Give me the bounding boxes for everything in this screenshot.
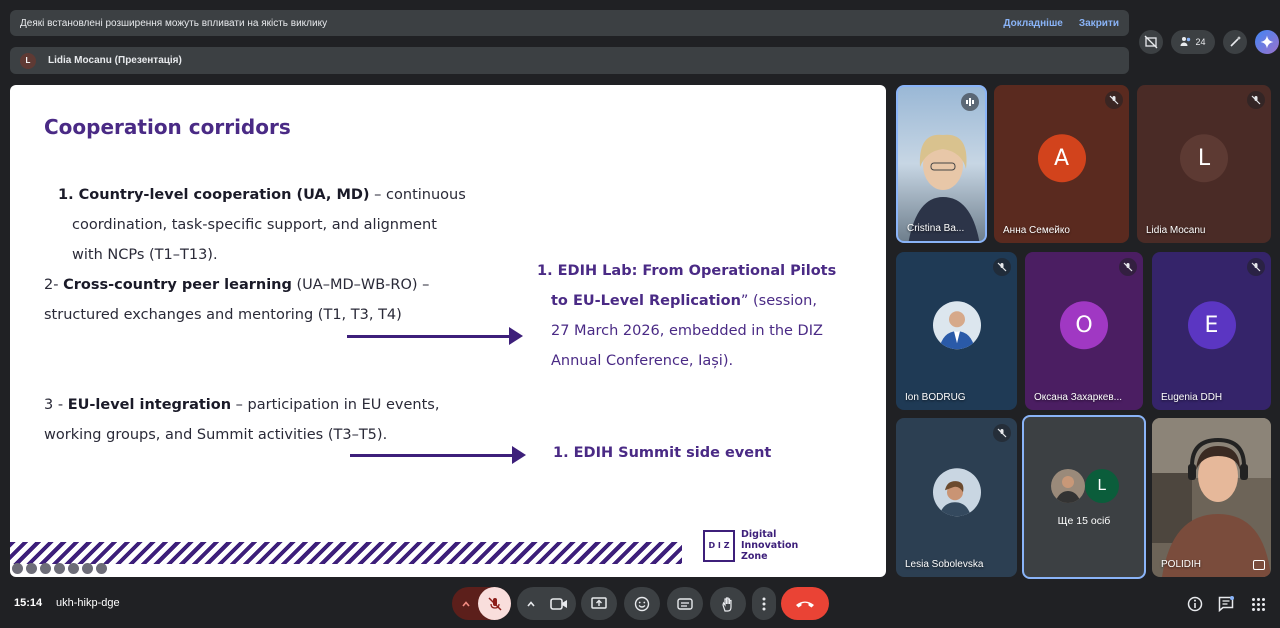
result-1-line-2 bbox=[551, 286, 817, 316]
participant-name: Ion BODRUG bbox=[905, 392, 966, 403]
presenter-bar[interactable] bbox=[10, 47, 1129, 74]
result-1-line-4: Annual Conference, Iași). bbox=[551, 353, 734, 369]
logo-line-2: Innovation bbox=[741, 540, 799, 551]
item-1 bbox=[58, 180, 466, 210]
more-participants-tile[interactable] bbox=[1022, 415, 1146, 579]
hand-icon bbox=[720, 596, 736, 612]
participant-photo bbox=[1051, 469, 1085, 503]
item-1-line-2: coordination, task-specific support, and alignment bbox=[72, 217, 437, 233]
participant-name: Lidia Mocanu bbox=[1146, 225, 1206, 236]
diz-logo-text bbox=[741, 529, 798, 562]
mic-off-icon bbox=[1247, 91, 1265, 109]
captions-icon[interactable] bbox=[54, 563, 65, 574]
participant-photo bbox=[933, 468, 981, 516]
back-icon[interactable] bbox=[12, 563, 23, 574]
zoom-icon[interactable] bbox=[40, 563, 51, 574]
gemini-icon[interactable] bbox=[1255, 30, 1279, 54]
pip-icon[interactable] bbox=[1253, 560, 1265, 570]
extension-warning-banner bbox=[10, 10, 1129, 36]
end-call-button[interactable] bbox=[781, 587, 829, 620]
chat-button[interactable] bbox=[1214, 593, 1238, 615]
raise-hand-button[interactable] bbox=[710, 587, 746, 620]
item-2-head: Cross-country peer learning bbox=[63, 277, 292, 293]
meeting-code: ukh-hikp-dge bbox=[56, 597, 120, 609]
info-icon bbox=[1187, 596, 1203, 612]
participant-photo bbox=[933, 301, 981, 349]
item-3-head: EU-level integration bbox=[67, 397, 232, 413]
presentation-off-icon[interactable] bbox=[1139, 30, 1163, 54]
decorative-stripes bbox=[10, 542, 682, 564]
result-2 bbox=[553, 438, 771, 468]
captions-button[interactable] bbox=[667, 587, 703, 620]
logo-line-1: Digital bbox=[741, 529, 777, 540]
captions-icon bbox=[677, 597, 693, 611]
shared-slide bbox=[10, 85, 886, 577]
close-banner-button[interactable]: Закрити bbox=[1078, 17, 1119, 29]
item-1-line-3: with NCPs (T1–T13). bbox=[72, 247, 218, 263]
participant-tile-anna[interactable] bbox=[994, 85, 1129, 243]
item-2 bbox=[44, 270, 429, 300]
camera-icon bbox=[550, 597, 568, 611]
clock: 15:14 bbox=[14, 597, 43, 609]
arrow-2 bbox=[350, 454, 520, 457]
participant-avatar: A bbox=[1038, 134, 1086, 182]
bottom-control-bar bbox=[0, 585, 1280, 628]
speaking-indicator-icon bbox=[961, 93, 979, 111]
item-2-prefix: 2- bbox=[44, 277, 64, 293]
item-1-rest: – continuous bbox=[369, 187, 466, 203]
camera-button[interactable] bbox=[544, 587, 574, 620]
top-controls bbox=[1139, 30, 1279, 54]
camera-options-chevron-icon[interactable] bbox=[517, 587, 545, 620]
result-2-text: 1. EDIH Summit side event bbox=[553, 445, 772, 461]
mic-off-icon bbox=[1247, 258, 1265, 276]
result-1-line-1 bbox=[537, 256, 836, 286]
participant-tile-ion[interactable] bbox=[896, 252, 1017, 410]
item-2-rest: (UA–MD–WB-RO) – bbox=[291, 277, 430, 293]
video-feed bbox=[1152, 418, 1271, 577]
mic-off-icon bbox=[993, 424, 1011, 442]
mic-off-icon bbox=[487, 596, 503, 612]
effects-wand-icon[interactable] bbox=[1223, 30, 1247, 54]
participant-name: Lesia Sobolevska bbox=[905, 559, 984, 570]
more-vertical-icon bbox=[762, 597, 766, 611]
end-call-icon bbox=[795, 599, 815, 609]
meeting-info-button[interactable] bbox=[1183, 593, 1207, 615]
video-feed bbox=[898, 87, 987, 243]
participant-tile-eugenia[interactable] bbox=[1152, 252, 1271, 410]
more-participants-label: Ще 15 осіб bbox=[1057, 515, 1111, 527]
participant-name: Анна Семейко bbox=[1003, 225, 1070, 236]
arrow-1 bbox=[347, 335, 517, 338]
mic-off-icon bbox=[1119, 258, 1137, 276]
participant-tile-lidia[interactable] bbox=[1137, 85, 1271, 243]
participant-tile-oksana[interactable] bbox=[1025, 252, 1143, 410]
mic-control-group bbox=[452, 587, 511, 620]
slide-toolbar bbox=[12, 563, 107, 574]
present-screen-button[interactable] bbox=[581, 587, 617, 620]
emoji-icon bbox=[634, 596, 650, 612]
participant-tile-polidih[interactable] bbox=[1152, 418, 1271, 577]
mic-off-icon bbox=[1105, 91, 1123, 109]
chat-icon bbox=[1218, 596, 1235, 612]
item-3 bbox=[44, 390, 439, 420]
result-1-line-2-rest: ” (session, bbox=[740, 293, 817, 309]
participant-name: Eugenia DDH bbox=[1161, 392, 1223, 403]
presenter-label: Lidia Mocanu (Презентація) bbox=[48, 55, 182, 66]
participant-tile-cristina[interactable] bbox=[896, 85, 987, 243]
participant-avatar: O bbox=[1060, 301, 1108, 349]
more-icon[interactable] bbox=[82, 563, 93, 574]
present-screen-icon bbox=[591, 597, 607, 611]
banner-message: Деякі встановлені розширення можуть впливати на якість виклику bbox=[20, 17, 328, 29]
participant-avatar: L bbox=[1085, 469, 1119, 503]
item-1-head: 1. Country-level cooperation (UA, MD) bbox=[58, 187, 370, 203]
mic-options-chevron-icon[interactable] bbox=[452, 587, 480, 620]
diz-logo-mark: D I Z bbox=[703, 530, 735, 562]
grid-icon bbox=[1251, 597, 1266, 612]
item-3-rest: – participation in EU events, bbox=[231, 397, 440, 413]
camera-control-group bbox=[517, 587, 576, 620]
participant-name: POLIDIH bbox=[1161, 559, 1202, 570]
logo-line-3: Zone bbox=[741, 551, 768, 562]
result-1-line-2-head: to EU-Level Replication bbox=[551, 293, 741, 309]
participant-name: Оксана Захаркев... bbox=[1034, 392, 1122, 403]
item-3-line-2: working groups, and Summit activities (T3–T5). bbox=[44, 427, 388, 443]
learn-more-link[interactable]: Докладніше bbox=[1003, 17, 1063, 29]
participant-avatar: E bbox=[1188, 301, 1236, 349]
result-1-line-3: 27 March 2026, embedded in the DIZ bbox=[551, 323, 823, 339]
participant-avatar: L bbox=[1180, 134, 1228, 182]
item-2-line-2: structured exchanges and mentoring (T1, T3, T4) bbox=[44, 307, 402, 323]
more-options-button[interactable] bbox=[752, 587, 776, 620]
forward-icon[interactable] bbox=[96, 563, 107, 574]
activities-button[interactable] bbox=[1246, 593, 1270, 615]
pen-icon[interactable] bbox=[26, 563, 37, 574]
mic-off-icon bbox=[993, 258, 1011, 276]
reactions-button[interactable] bbox=[624, 587, 660, 620]
participant-tile-lesia[interactable] bbox=[896, 418, 1017, 577]
presenter-avatar: L bbox=[20, 53, 36, 69]
participants-button[interactable] bbox=[1171, 30, 1215, 54]
participant-name: Cristina Ba... bbox=[907, 223, 965, 234]
people-icon bbox=[1180, 35, 1192, 49]
slide-title: Cooperation corridors bbox=[44, 115, 291, 139]
mute-icon[interactable] bbox=[68, 563, 79, 574]
item-3-prefix: 3 - bbox=[44, 397, 68, 413]
participants-count: 24 bbox=[1195, 37, 1206, 47]
mic-off-button[interactable] bbox=[478, 587, 511, 620]
diz-logo bbox=[703, 529, 798, 562]
result-1-head: 1. EDIH Lab: From Operational Pilots bbox=[537, 263, 837, 279]
